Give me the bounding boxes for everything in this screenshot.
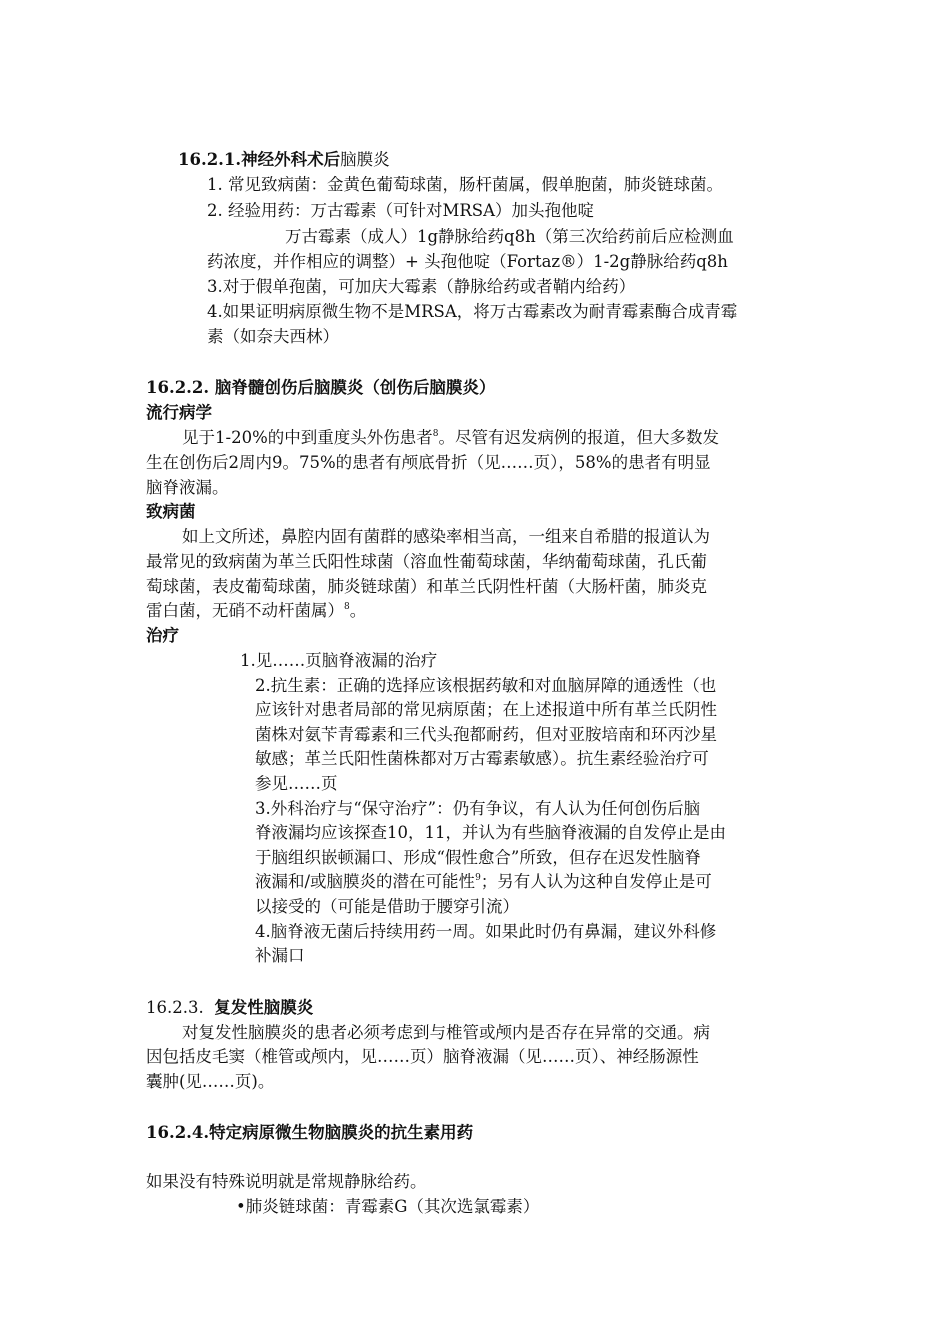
section-heading-2-1 bbox=[178, 148, 390, 173]
text-run: 液漏和/或脑膜炎的潜在可能性 bbox=[255, 872, 476, 891]
list-item: 4.脑脊液无菌后持续用药一周。如果此时仍有鼻漏，建议外科修 bbox=[255, 922, 717, 941]
paragraph-line bbox=[182, 426, 719, 451]
list-item-continuation: 素（如奈夫西林） bbox=[207, 327, 339, 346]
subheading-treatment: 治疗 bbox=[146, 626, 179, 645]
paragraph-line: 因包括皮毛窦（椎管或颅内，见……页）脑脊液漏（见……页）、神经肠源性 bbox=[146, 1047, 699, 1066]
subheading-pathogens: 致病菌 bbox=[146, 502, 196, 521]
bullet-item: •肺炎链球菌：青霉素G（其次选氯霉素） bbox=[236, 1197, 540, 1216]
list-item-continuation bbox=[255, 870, 712, 895]
list-item-continuation: 菌株对氨苄青霉素和三代头孢都耐药，但对亚胺培南和环丙沙星 bbox=[255, 725, 717, 744]
paragraph-line: 生在创伤后2周内9。75%的患者有颅底骨折（见……页），58%的患者有明显 bbox=[146, 453, 711, 472]
list-item-continuation: 应该针对患者局部的常见病原菌；在上述报道中所有革兰氏阴性 bbox=[255, 700, 717, 719]
citation: 9 bbox=[475, 873, 481, 883]
list-item-continuation: 敏感；革兰氏阳性菌株都对万古霉素敏感）。抗生素经验治疗可 bbox=[255, 749, 709, 768]
list-item-continuation: 于脑组织嵌顿漏口、形成“假性愈合”所致，但存在迟发性脑脊 bbox=[255, 848, 701, 867]
paragraph-line: 脑脊液漏。 bbox=[146, 478, 229, 497]
text-run: 见于1-20%的中到重度头外伤患者 bbox=[182, 428, 433, 447]
list-item: 1.见……页脑脊液漏的治疗 bbox=[240, 651, 438, 670]
text-run: 。 bbox=[349, 601, 367, 620]
paragraph-line: 萄球菌，表皮葡萄球菌，肺炎链球菌）和革兰氏阴性杆菌（大肠杆菌，肺炎克 bbox=[146, 577, 707, 596]
list-item: 2.抗生素：正确的选择应该根据药敏和对血脑屏障的通透性（也 bbox=[255, 676, 717, 695]
list-item: 3.外科治疗与“保守治疗”：仍有争议，有人认为任何创伤后脑 bbox=[255, 799, 701, 818]
dose-line: 药浓度，并作相应的调整）+ 头孢他啶（Fortaz®）1-2g静脉给药q8h bbox=[207, 252, 728, 271]
heading-number: 16.2.1. bbox=[178, 150, 242, 169]
list-item: 1. 常见致病菌：金黄色葡萄球菌，肠杆菌属，假单胞菌，肺炎链球菌。 bbox=[207, 175, 723, 194]
list-item: 3.对于假单孢菌，可加庆大霉素（静脉给药或者鞘内给药） bbox=[207, 277, 636, 296]
heading-rest-text: 脑膜炎 bbox=[340, 150, 390, 169]
text-run: 。尽管有迟发病例的报道，但大多数发 bbox=[438, 428, 719, 447]
paragraph-line bbox=[146, 599, 366, 624]
heading-bold-text: 神经外科术后 bbox=[241, 150, 341, 169]
citation: 8 bbox=[432, 429, 439, 439]
citation: 8 bbox=[344, 602, 350, 612]
note-line: 如果没有特殊说明就是常规静脉给药。 bbox=[146, 1172, 427, 1191]
text-run: ；另有人认为这种自发停止是可 bbox=[480, 872, 712, 891]
dose-line: 万古霉素（成人）1g静脉给药q8h（第三次给药前后应检测血 bbox=[285, 227, 734, 246]
subheading-epidemiology: 流行病学 bbox=[146, 403, 212, 422]
heading-number: 16.2.3. bbox=[146, 998, 204, 1017]
paragraph-line: 囊肿(见……页)。 bbox=[146, 1072, 275, 1091]
list-item-continuation: 参见……页 bbox=[255, 774, 338, 793]
list-item: 2. 经验用药：万古霉素（可针对MRSA）加头孢他啶 bbox=[207, 201, 595, 220]
text-run: 雷白菌，无硝不动杆菌属） bbox=[146, 601, 344, 620]
section-heading-2-4: 16.2.4.特定病原微生物脑膜炎的抗生素用药 bbox=[146, 1123, 474, 1142]
section-heading-2-2: 16.2.2. 脑脊髓创伤后脑膜炎（创伤后脑膜炎） bbox=[146, 378, 496, 397]
heading-bold-text: 复发性脑膜炎 bbox=[214, 998, 314, 1017]
list-item-continuation: 脊液漏均应该探查10，11，并认为有些脑脊液漏的自发停止是由 bbox=[255, 823, 726, 842]
paragraph-line: 如上文所述，鼻腔内固有菌群的感染率相当高，一组来自希腊的报道认为 bbox=[182, 527, 710, 546]
list-item: 4.如果证明病原微生物不是MRSA，将万古霉素改为耐青霉素酶合成青霉 bbox=[207, 302, 738, 321]
paragraph-line: 最常见的致病菌为革兰氏阳性球菌（溶血性葡萄球菌，华纳葡萄球菌，孔氏葡 bbox=[146, 552, 707, 571]
list-item-continuation: 补漏口 bbox=[255, 946, 305, 965]
list-item-continuation: 以接受的（可能是借助于腰穿引流） bbox=[255, 897, 519, 916]
section-heading-2-3 bbox=[146, 996, 313, 1021]
paragraph-line: 对复发性脑膜炎的患者必须考虑到与椎管或颅内是否存在异常的交通。病 bbox=[182, 1023, 710, 1042]
